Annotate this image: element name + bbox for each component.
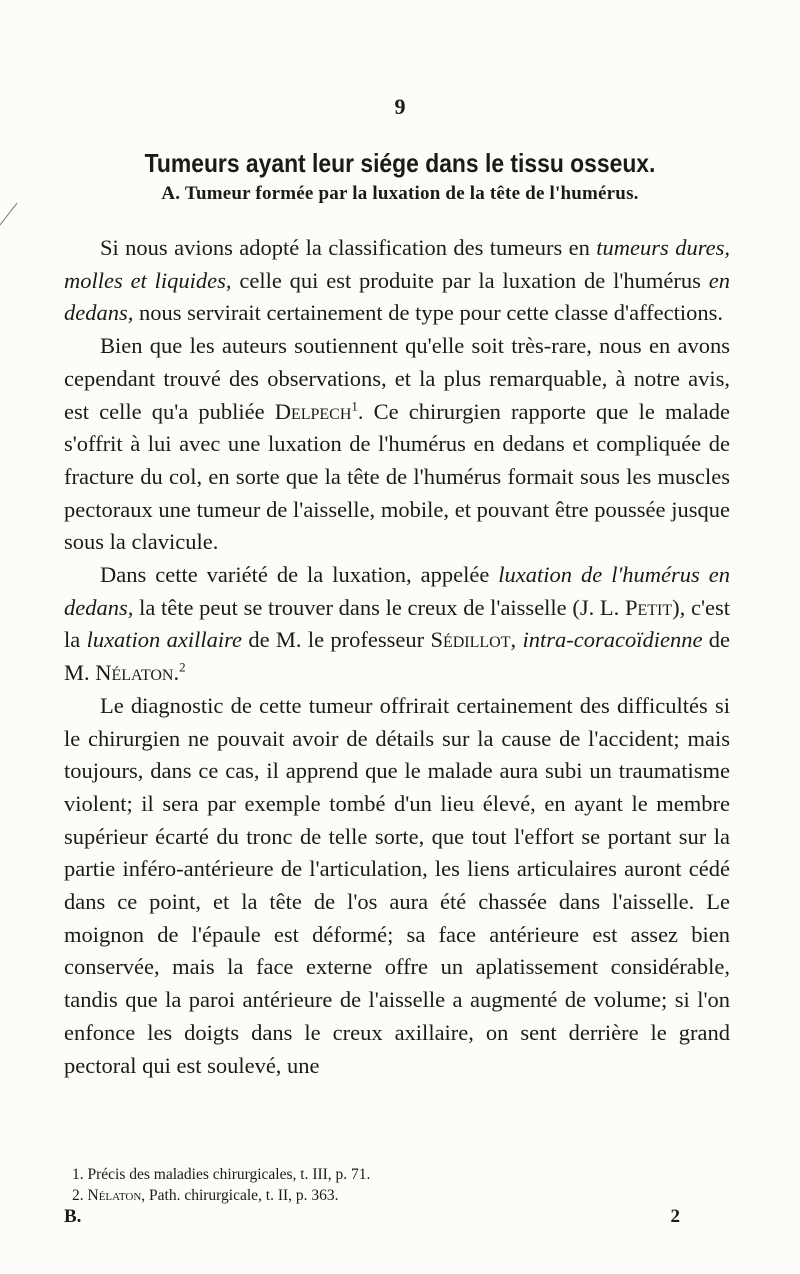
text-span: Bien que les auteurs soutiennent qu'elle soit très-rare, nous en avons cependant trouvé des observations, et la plus remarquable, à notre avis, est celle qu'a publiée (64, 333, 730, 424)
footnote-ref: 1 (351, 398, 358, 414)
text-span: la tête peut se trouver dans le creux de l'aisselle (J. L. (133, 594, 625, 620)
footnote-number: 2. (72, 1187, 84, 1204)
subsection-title: A. Tumeur formée par la luxation de la tête de l'humérus. (161, 183, 639, 204)
text-span: ), c'est la (64, 594, 730, 653)
italic-term: luxation axillaire (86, 627, 243, 653)
author-name: Nélaton (95, 660, 174, 686)
section-title: Tumeurs ayant leur siége dans le tissu osseux. (144, 148, 656, 178)
page-number: 9 (394, 94, 406, 119)
text-span: de M. le professeur (242, 627, 431, 653)
author-name: Petit (624, 594, 673, 620)
author-name: Delpech (274, 398, 352, 424)
italic-term: luxation de l'humérus en dedans, (64, 562, 731, 620)
footnotes (72, 1164, 712, 1206)
text-span: , (510, 627, 523, 653)
text-span: . Ce chirurgien rapporte que le malade s'offrit à lui avec une luxation de l'humérus en dedans et compliquée de fracture du col, en sorte que la tête de l'humérus formait sous les muscles pectoraux une tumeur de l'aisselle, mobile, et pouvant être poussée jusque sous la clavicule. (64, 398, 730, 555)
author-name: Sédillot (430, 627, 511, 653)
footnote-text: , Path. chirurgicale, t. II, p. 363. (141, 1187, 339, 1204)
italic-term: intra-coracoïdienne (522, 627, 703, 653)
text-span: nous servirait certainement de type pour cette classe d'affections. (133, 300, 724, 326)
sheet-number: 2 (670, 1206, 680, 1227)
paragraph-1 (64, 232, 730, 330)
footnote-author: Nélaton (87, 1187, 142, 1204)
paper-fold-mark (0, 203, 18, 226)
footnote-text: Précis des maladies chirurgicales, t. III, p. 71. (87, 1166, 371, 1183)
text-span: . (173, 660, 180, 686)
footnote-1 (72, 1164, 712, 1185)
text-span: celle qui est produite par la luxation de l'humérus (231, 267, 709, 293)
paragraph-2 (64, 330, 730, 559)
italic-term: en dedans, (64, 267, 730, 326)
italic-term: tumeurs dures, molles et liquides, (64, 235, 730, 293)
body-text (64, 232, 730, 1082)
signature-mark: B. (64, 1206, 82, 1227)
paragraph-4: Le diagnostic de cette tumeur offrirait certainement des difficultés si le chirurgien ne pouvait avoir de détails sur la cause de l'accident; mais toujours, dans ce cas, il apprend que le malade aura subi un traumatisme violent; il sera par exemple tombé d'un lieu élevé, en ayant le membre supérieur écarté du tronc de telle sorte, que tout l'effort se portant sur la partie inféro-antérieure de l'articulation, les liens articulaires auront cédé dans ce point, et la tête de l'os aura été chassée dans l'aisselle. Le moignon de l'épaule est déformé; sa face antérieure est assez bien conservée, mais la face externe offre un aplatissement considérable, tandis que la paroi antérieure de l'aisselle a augmenté de volume; si l'on enfonce les doigts dans le creux axillaire, on sent derrière le grand pectoral qui est soulevé, une (64, 692, 730, 1078)
footnote-2 (72, 1185, 712, 1206)
footnote-number: 1. (72, 1166, 84, 1183)
paragraph-3 (64, 559, 730, 690)
text-span: Dans cette variété de la luxation, appelée (100, 562, 499, 588)
text-span: Si nous avions adopté la classification des tumeurs en (100, 235, 597, 260)
text-span: de M. (64, 627, 730, 686)
footnote-ref: 2 (179, 659, 186, 675)
